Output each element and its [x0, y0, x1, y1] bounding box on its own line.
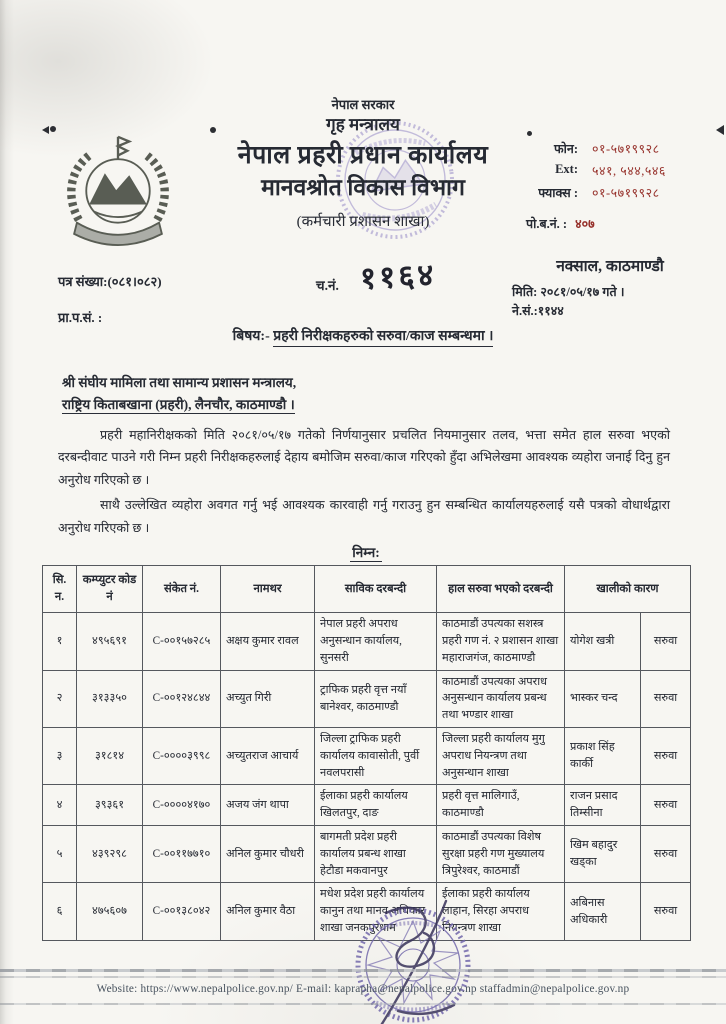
cell-reason: सरुवा: [641, 825, 691, 882]
cell-serial: १: [43, 613, 77, 670]
col-new-posting: हाल सरुवा भएको दरबन्दी: [437, 566, 565, 613]
scanline-artifact: [0, 1003, 726, 1005]
department-name: मानवश्रोत विकास विभाग: [261, 175, 465, 201]
cell-symbol-number: C-००००४१७०: [143, 785, 221, 826]
cell-reason: सरुवा: [641, 785, 691, 826]
cell-vacancy-person: राजन प्रसाद तिम्सीना: [565, 785, 641, 826]
contact-block: [512, 140, 708, 319]
table-row: [43, 825, 691, 882]
cell-new-posting: ईलाका प्रहरी कार्यालय लाहान, सिरहा अपराध नियन्त्रण शाखा: [437, 883, 565, 940]
cell-symbol-number: C-००१२४८४४: [143, 670, 221, 727]
cell-name: अच्युतराज आचार्य: [221, 728, 315, 785]
cell-serial: ४: [43, 785, 77, 826]
col-serial: सि. न.: [43, 566, 77, 613]
cell-computer-code: ३९३६१: [77, 785, 143, 826]
scanline-artifact: [0, 976, 726, 978]
cell-symbol-number: C-००१५७२८५: [143, 613, 221, 670]
phone-number: ०१-५७१९९२८: [592, 142, 660, 156]
pobox-number: ४०७: [575, 217, 595, 231]
cell-serial: ६: [43, 883, 77, 940]
cell-symbol-number: C-००००३९९८: [143, 728, 221, 785]
cell-previous-posting: नेपाल प्रहरी अपराध अनुसन्धान कार्यालय, सुनसरी: [315, 613, 437, 670]
ministry-name: गृह मन्त्रालय: [326, 114, 400, 134]
cell-vacancy-person: भास्कर चन्द: [565, 670, 641, 727]
cell-symbol-number: C-००११७७१०: [143, 825, 221, 882]
cell-previous-posting: जिल्ला ट्राफिक प्रहरी कार्यालय कावासोती, पुर्वी नवलपरासी: [315, 728, 437, 785]
cell-name: अनिल कुमार चौधरी: [221, 825, 315, 882]
addressee-block: [62, 372, 296, 417]
table-header-row: [43, 566, 691, 613]
chalani-number-label: च.नं.: [316, 278, 339, 293]
subject-line: [0, 326, 726, 345]
cell-previous-posting: बागमती प्रदेश प्रहरी कार्यालय प्रबन्ध शाखा हेटौडा मकवानपुर: [315, 825, 437, 882]
cell-computer-code: ४९५६९१: [77, 613, 143, 670]
cell-vacancy-person: योगेश खत्री: [565, 613, 641, 670]
cell-vacancy-person: खिम बहादुर खड्का: [565, 825, 641, 882]
cell-previous-posting: ट्राफिक प्रहरी वृत्त नयाँ बानेश्वर, काठमाण्डौ: [315, 670, 437, 727]
table-title: निम्न:: [352, 545, 380, 560]
cell-name: अक्षय कुमार रावल: [221, 613, 315, 670]
col-vacancy-reason: खालीको कारण: [565, 566, 691, 613]
cell-computer-code: ४७५६०७: [77, 883, 143, 940]
addressee-line: श्री संघीय मामिला तथा सामान्य प्रशासन मन्त्रालय,: [62, 375, 297, 390]
cell-vacancy-person: प्रकाश सिंह कार्की: [565, 728, 641, 785]
ext-label: Ext:: [555, 162, 578, 176]
fax-label: फ्याक्स :: [538, 186, 578, 200]
body-paragraph: प्रहरी महानिरीक्षकको मिति २०८१/०५/१७ गतेको निर्णयानुसार प्रचलित नियमानुसार तलव, भत्ता समेत हाल सरुवा भएको दरबन्दीवाट पाउने गरी निम्न प्रहरी निरीक्षकहरुलाई देहाय बमोजिम सरुवा/काज गरिएको हुँदा अभिलेखमा आवश्यक व्यहोरा जनाई दिनु हुन अनुरोध गरिएको छ ।: [58, 428, 670, 487]
ne-sam-number: ने.सं.:११४४: [512, 304, 564, 318]
table-row: [43, 670, 691, 727]
section-name: (कर्मचारी प्रशासन शाखा): [296, 213, 430, 230]
cell-new-posting: काठमाडौं उपत्यका विशेष सुरक्षा प्रहरी गण मुख्यालय त्रिपुरेश्वर, काठमाडौं: [437, 825, 565, 882]
scanline-artifact: [0, 969, 726, 972]
cell-computer-code: ४३९२९८: [77, 825, 143, 882]
cell-serial: ३: [43, 728, 77, 785]
cell-reason: सरुवा: [641, 883, 691, 940]
col-computer-code: कम्प्युटर कोड नं: [77, 566, 143, 613]
cell-reason: सरुवा: [641, 728, 691, 785]
table-row: [43, 613, 691, 670]
letter-number: पत्र संख्या:(०८१।०८२): [58, 274, 162, 289]
chalani-number-handwritten: ११६४: [359, 257, 438, 297]
subject-label: बिषय:-: [232, 329, 270, 344]
cell-previous-posting: ईलाका प्रहरी कार्यालय खिलतपुर, दाङ: [315, 785, 437, 826]
pra-pa-sam: प्रा.प.सं. :: [58, 310, 103, 325]
body-paragraph: साथै उल्लेखित व्यहोरा अवगत गर्नु भई आवश्यक कारवाही गर्नु गराउनु हुन सम्बन्धित कार्यालयहरुलाई यसै पत्रको वोधार्थद्वारा अनुरोध गरिएको छ ।: [58, 498, 670, 535]
letter-date: मिति: २०८१/०५/१७ गते ।: [512, 285, 625, 299]
table-row: [43, 728, 691, 785]
cell-symbol-number: C-००१३८०४२: [143, 883, 221, 940]
office-address: नक्साल, काठमाण्डौ: [556, 258, 664, 275]
subject-text: प्रहरी निरीक्षकहरुको सरुवा/काज सम्बन्धमा ।: [273, 329, 493, 347]
cell-name: अनिल कुमार वैठा: [221, 883, 315, 940]
cell-reason: सरुवा: [641, 670, 691, 727]
cell-previous-posting: मधेश प्रदेश प्रहरी कार्यालय कानुन तथा मानव अधिकार शाखा जनकपुरधाम: [315, 883, 437, 940]
cell-new-posting: काठमाडौं उपत्यका अपराध अनुसन्धान कार्यालय प्रबन्ध तथा भण्डार शाखा: [437, 670, 565, 727]
cell-new-posting: प्रहरी वृत्त मालिगाउँ, काठमाण्डौ: [437, 785, 565, 826]
addressee-line: राष्ट्रिय किताबखाना (प्रहरी), लैनचौर, काठमाण्डौ ।: [62, 397, 295, 413]
table-row: [43, 785, 691, 826]
cell-vacancy-person: अबिनास अधिकारी: [565, 883, 641, 940]
cell-new-posting: जिल्ला प्रहरी कार्यालय मुगु अपराध नियन्त्रण तथा अनुसन्धान शाखा: [437, 728, 565, 785]
col-symbol-number: संकेत नं.: [143, 566, 221, 613]
footer-contact-line: Website: https://www.nepalpolice.gov.np/ E-mail: kaprapha@nepalpolice.gov.np staffadmin@nepalpolice.gov.np: [96, 983, 630, 995]
pobox-label: पो.ब.नं. :: [526, 217, 568, 231]
reference-block: [58, 272, 162, 326]
col-previous-posting: साविक दरबन्दी: [315, 566, 437, 613]
cell-serial: ५: [43, 825, 77, 882]
cell-new-posting: काठमाडौं उपत्यका सशस्त्र प्रहरी गण नं. २ प्रशासन शाखा महाराजगंज, काठमाण्डौ: [437, 613, 565, 670]
phone-label: फोन:: [554, 142, 578, 156]
cell-reason: सरुवा: [641, 613, 691, 670]
cell-computer-code: ३१८१४: [77, 728, 143, 785]
government-name: नेपाल सरकार: [331, 97, 395, 112]
letter-body: [58, 424, 670, 542]
cell-serial: २: [43, 670, 77, 727]
cell-name: अजय जंग थापा: [221, 785, 315, 826]
ext-numbers: ५४१, ५४४,५४६: [592, 164, 666, 178]
transfer-table: [42, 565, 691, 941]
office-name: नेपाल प्रहरी प्रधान कार्यालय: [237, 142, 489, 170]
fax-number: ०१-५७१९९२८: [592, 186, 660, 200]
cell-name: अच्युत गिरी: [221, 670, 315, 727]
cell-computer-code: ३१३३५०: [77, 670, 143, 727]
col-name: नामथर: [221, 566, 315, 613]
